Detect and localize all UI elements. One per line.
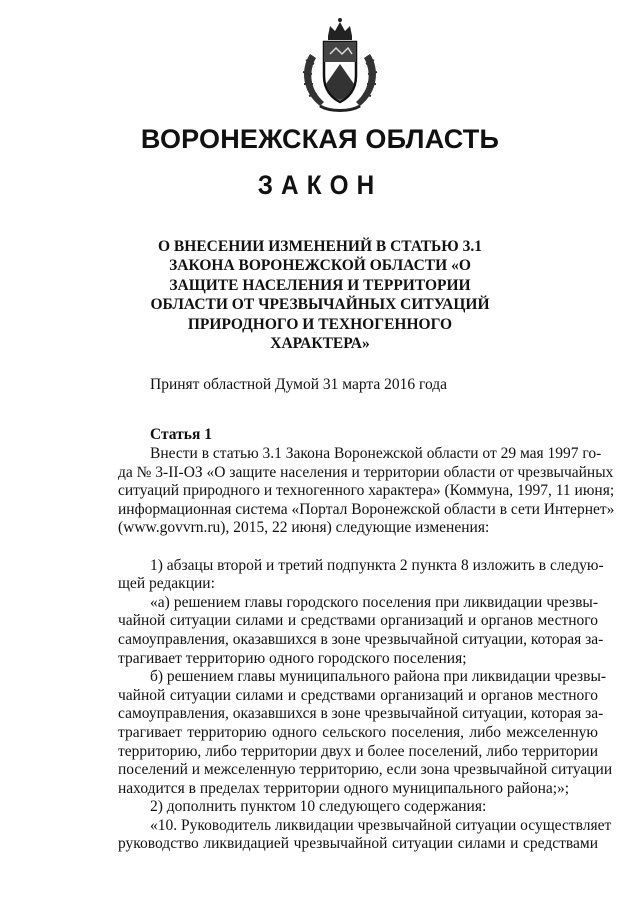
law-title-line: ХАРАКТЕРА» — [270, 335, 370, 353]
law-title-line: ЗАЩИТЕ НАСЕЛЕНИЯ И ТЕРРИТОРИИ — [169, 276, 471, 294]
law-title — [150, 237, 490, 353]
document-type-heading: ЗАКОН — [257, 170, 383, 200]
law-title-line: ПРИРОДНОГО И ТЕХНОГЕННОГО — [187, 315, 453, 333]
body-line: ситуаций природного и техногенного характера» (Коммуна, 1997, 11 июня; — [118, 482, 615, 500]
body-line: поселений и межселенную территорию, если зона чрезвычайной ситуации — [118, 761, 613, 779]
body-line: 1) абзацы второй и третий подпункта 2 пункта 8 изложить в следую- — [150, 556, 604, 574]
article-heading: Статья 1 — [150, 426, 212, 443]
law-title-line: О ВНЕСЕНИИ ИЗМЕНЕНИЙ В СТАТЬЮ 3.1 — [158, 238, 482, 255]
body-line: трагивает территорию одного городского поселения; — [118, 649, 467, 667]
body-line: чайной ситуации силами и средствами организаций и органов местного — [118, 612, 598, 630]
body-line: информационная система «Портал Воронежской области в сети Интернет» — [118, 500, 615, 518]
body-line: руководство ликвидацией чрезвычайной ситуации силами и средствами — [118, 835, 598, 853]
body-line: (www.govvrn.ru), 2015, 22 июня) следующие изменения: — [118, 519, 490, 537]
body-line: самоуправления, оказавшихся в зоне чрезвычайной ситуации, которая за- — [118, 630, 604, 648]
paragraph-gap — [118, 538, 598, 557]
body-line: самоуправления, оказавшихся в зоне чрезвычайной ситуации, которая за- — [118, 705, 604, 723]
body-line: да № 3-II-ОЗ «О защите населения и территории области от чрезвычайных — [118, 463, 614, 481]
article-body — [118, 445, 615, 854]
body-line: б) решением главы муниципального района при ликвидации чрезвы- — [150, 668, 607, 686]
body-line: Внести в статью 3.1 Закона Воронежской области от 29 мая 1997 го- — [150, 445, 602, 462]
region-heading: ВОРОНЕЖСКАЯ ОБЛАСТЬ — [140, 124, 500, 154]
adoption-note: Принят областной Думой 31 марта 2016 года — [150, 376, 448, 393]
law-title-line: ОБЛАСТИ ОТ ЧРЕЗВЫЧАЙНЫХ СИТУАЦИЙ — [150, 296, 490, 314]
body-line: «а) решением главы городского поселения при ликвидации чрезвы- — [150, 593, 598, 611]
law-title-line: ЗАКОНА ВОРОНЕЖСКОЙ ОБЛАСТИ «О — [169, 257, 471, 275]
body-line: щей редакции: — [118, 575, 215, 593]
body-line: 2) дополнить пунктом 10 следующего содержания: — [150, 798, 487, 816]
body-line: чайной ситуации силами и средствами организаций и органов местного — [118, 686, 598, 704]
body-line: находится в пределах территории одного муниципального района;»; — [118, 779, 570, 797]
body-line: территорию, либо территории двух и более поселений, либо территории — [118, 742, 598, 760]
body-line: трагивает территорию одного сельского поселения, либо межселенную — [118, 723, 598, 741]
body-line: «10. Руководитель ликвидации чрезвычайной ситуации осуществляет — [150, 816, 612, 834]
coat-of-arms-icon — [290, 14, 390, 114]
